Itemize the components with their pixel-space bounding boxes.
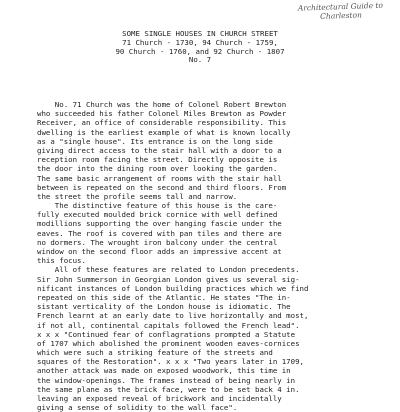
- text-line: between is repeated on the second and third floors. From: [37, 182, 287, 192]
- text-line: Receiver, an office of considerable responsibility. This: [37, 118, 287, 128]
- annotation-line: Architectural Guide to: [297, 0, 384, 13]
- text-line: repeated on this side of the Atlantic. He states "The in-: [37, 292, 291, 302]
- text-line: leaving an exposed reveal of brickwork and incidentally: [37, 394, 282, 403]
- text-line: window on the second floor adds an impressive accent at: [37, 247, 282, 256]
- paragraph: [37, 201, 387, 265]
- text-line: eaves. The roof is covered with pan tiles and there are: [37, 228, 282, 238]
- text-line: if not all, continental capitals followed the French lead".: [37, 320, 300, 330]
- text-line: this focus.: [37, 256, 86, 266]
- text-line: x x x "Continued fear of conflagrations prompted a Statute: [37, 329, 296, 339]
- document-body: [37, 100, 387, 412]
- paragraph: [37, 100, 387, 201]
- text-line: the street the profile seems tall and narrow.: [37, 191, 238, 201]
- text-line: the door into the dining room over looking the garden.: [37, 164, 278, 174]
- handwritten-annotation: [298, 0, 395, 21]
- heading-title: SOME SINGLE HOUSES IN CHURCH STREET: [122, 29, 278, 38]
- text-line: no dormers. The wrought iron balcony under the central: [37, 237, 278, 247]
- text-line: reception room facing the street. Directly opposite is: [37, 155, 278, 165]
- paragraph: [37, 265, 387, 412]
- text-line: sistant verticality of the London house is idiomatic. The: [37, 302, 291, 312]
- heading-subtitle-line: 71 Church - 1730, 94 Church - 1759,: [122, 37, 278, 47]
- document-heading: [0, 30, 400, 65]
- text-line: as a "single house". Its entrance is on the long side: [37, 136, 273, 146]
- text-line: squares of the Restoration". x x x "Two years later in 1709,: [37, 357, 304, 367]
- text-line: The same basic arrangement of rooms with the stair hall: [37, 173, 282, 183]
- text-line: of 1707 which abolished the prominent wooden eaves-cornices: [37, 338, 300, 348]
- text-line: French learnt at an early date to live horizontally and most,: [37, 311, 309, 321]
- text-line: dwelling is the earliest example of what is known locally: [37, 127, 291, 137]
- text-line: the window-openings. The frames instead of being nearly in: [37, 375, 296, 385]
- text-line: another attack was made on exposed woodwork, this time in: [37, 366, 291, 376]
- text-line: nificant instances of London building practices which we find: [37, 283, 309, 293]
- text-line: the same plane as the brick face, were to be set back 4 in.: [37, 384, 300, 394]
- text-line: Sir John Summerson in Georgian London gives us several sig-: [37, 274, 300, 284]
- text-line: fully executed moulded brick cornice with well defined: [37, 210, 278, 220]
- text-line: who succeeded his father Colonel Miles Brewton as Powder: [37, 109, 287, 119]
- text-line: which were such a striking feature of the streets and: [37, 348, 273, 358]
- heading-number: No. 7: [188, 55, 212, 65]
- annotation-line: Charleston: [320, 10, 362, 21]
- heading-subtitle-line: 90 Church - 1760, and 92 Church - 1807: [115, 46, 285, 56]
- text-line: The distinctive feature of this house is the care-: [37, 201, 278, 211]
- text-line: No. 71 Church was the home of Colonel Robert Brewton: [37, 100, 287, 109]
- text-line: giving a sense of solidity to the wall face".: [37, 403, 238, 412]
- text-line: modillions supporting the over hanging fascie under the: [37, 219, 282, 229]
- text-line: giving direct access to the stair hall with a door to a: [37, 145, 282, 155]
- text-line: All of these features are related to London precedents.: [37, 265, 300, 275]
